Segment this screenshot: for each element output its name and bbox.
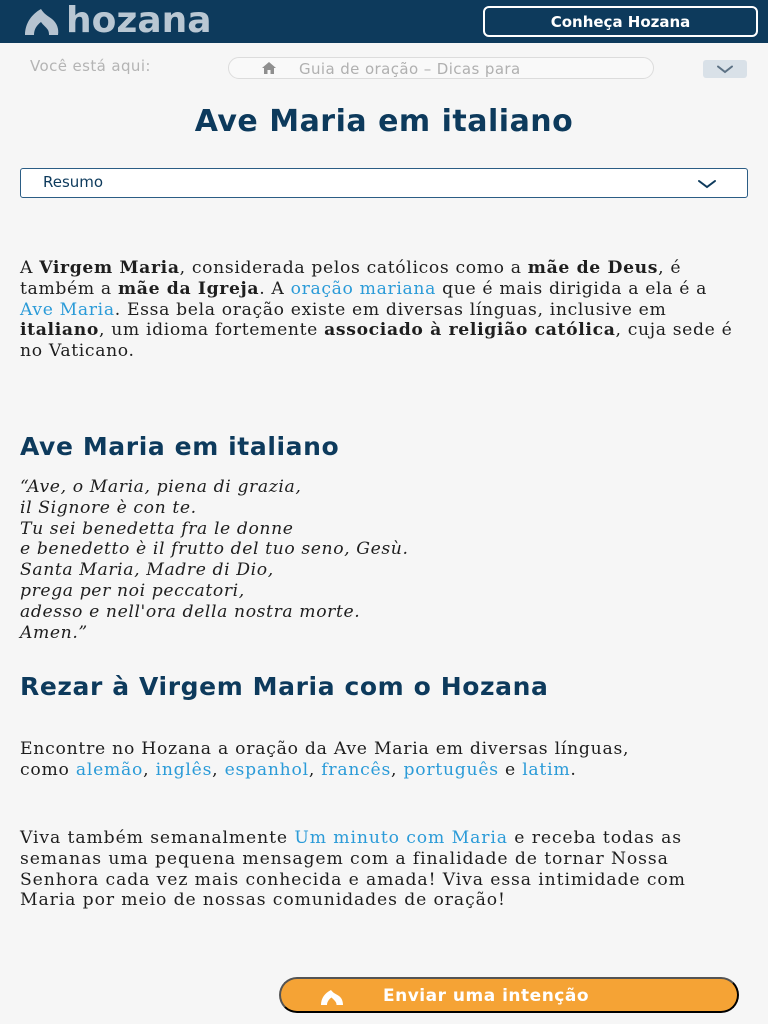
intro-section xyxy=(20,258,746,362)
prayer-line: Santa Maria, Madre di Dio, xyxy=(20,560,274,581)
summary-label: Resumo xyxy=(43,173,104,191)
intro-paragraph: A Virgem Maria, considerada pelos católicos como a mãe de Deus, é também a mãe da Igreja. A oração mariana que é mais dirigida a ela é a Ave Maria. Essa bela oração existe em diversas línguas, inclusive em italiano, um idioma fortemente associado à religião católica, cuja sede é no Vaticano. xyxy=(20,258,733,362)
page-title: Ave Maria em italiano xyxy=(194,104,574,139)
hozana-flame-icon xyxy=(319,988,345,1006)
prayer-line: il Signore è con te. xyxy=(20,497,197,518)
discover-hozana-button[interactable]: Conheça Hozana xyxy=(483,6,758,37)
chevron-down-icon xyxy=(716,65,734,74)
english-link[interactable]: inglês xyxy=(155,759,213,780)
breadcrumb-path[interactable] xyxy=(228,57,654,79)
send-intention-button[interactable] xyxy=(279,977,739,1013)
prayer-line: Amen.” xyxy=(20,622,88,643)
section-heading-pray: Rezar à Virgem Maria com o Hozana xyxy=(20,672,549,701)
summary-dropdown[interactable] xyxy=(20,168,748,198)
hozana-flame-icon xyxy=(22,5,62,37)
home-icon[interactable] xyxy=(261,61,277,75)
send-intention-label: Enviar uma intenção xyxy=(383,986,590,1006)
top-bar xyxy=(0,0,768,43)
latin-link[interactable]: latim xyxy=(522,759,571,780)
hozana-logo[interactable] xyxy=(22,0,212,41)
prayer-line: Tu sei benedetta fra le donne xyxy=(20,518,294,539)
breadcrumb-label: Você está aqui: xyxy=(30,57,151,75)
languages-paragraph: Encontre no Hozana a oração da Ave Maria em diversas línguas, como alemão, inglês, espanhol, francês, português e latim. xyxy=(20,739,630,780)
spanish-link[interactable]: espanhol xyxy=(224,759,309,780)
logo-text: hozana xyxy=(66,0,212,41)
section-heading-italian: Ave Maria em italiano xyxy=(20,432,340,461)
marian-prayer-link[interactable]: oração mariana xyxy=(290,278,437,299)
portuguese-link[interactable]: português xyxy=(403,759,499,780)
breadcrumb-path-text[interactable]: Guia de oração – Dicas para xyxy=(299,60,521,78)
prayer-text xyxy=(20,477,409,643)
ave-maria-link[interactable]: Ave Maria xyxy=(20,299,115,320)
prayer-line: prega per noi peccatori, xyxy=(20,580,245,601)
chevron-down-icon xyxy=(697,179,717,189)
one-minute-with-mary-link[interactable]: Um minuto com Maria xyxy=(294,828,508,848)
breadcrumb-expand-button[interactable] xyxy=(703,60,747,78)
prayer-line: e benedetto è il frutto del tuo seno, Gesù. xyxy=(20,539,409,560)
weekly-paragraph: Viva também semanalmente Um minuto com Maria e receba todas as semanas uma pequena mensagem com a finalidade de tornar Nossa Senhora cada vez mais conhecida e amada! Viva essa intimidade com Maria por meio de nossas comunidades de oração! xyxy=(20,828,686,911)
prayer-line: “Ave, o Maria, piena di grazia, xyxy=(20,477,302,497)
german-link[interactable]: alemão xyxy=(75,759,144,780)
prayer-line: adesso e nell'ora della nostra morte. xyxy=(20,601,361,622)
french-link[interactable]: francês xyxy=(321,759,392,780)
breadcrumb xyxy=(0,52,768,82)
